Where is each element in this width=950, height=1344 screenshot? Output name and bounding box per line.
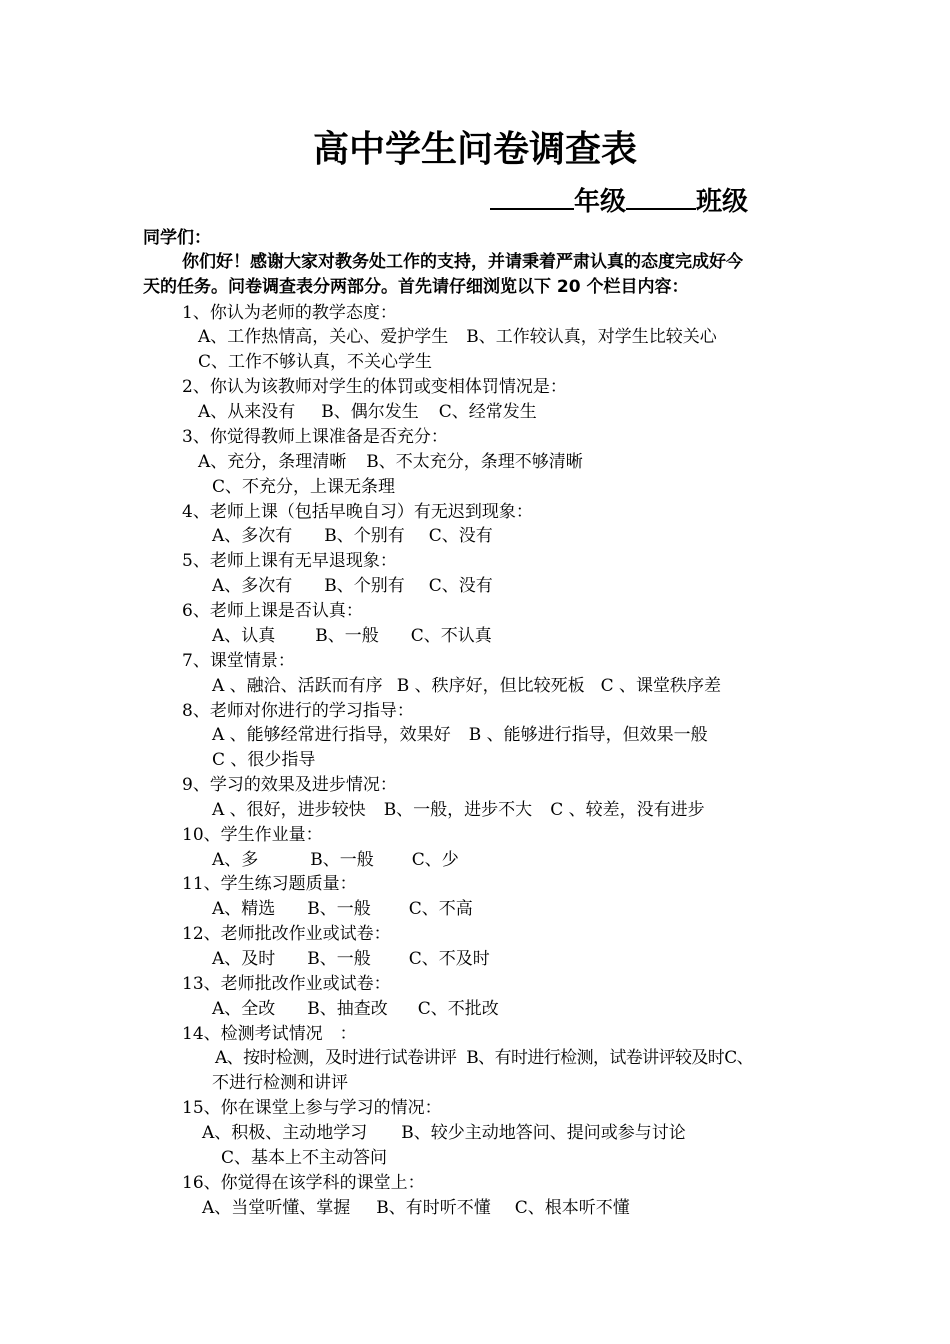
option-b[interactable]: B、较少主动地答问、提问或参与讨论: [401, 1123, 686, 1143]
option-a[interactable]: A、多次有: [212, 576, 293, 596]
question-13: 13、老师批改作业或试卷：: [182, 974, 391, 994]
grade-class-line: [490, 182, 748, 220]
option-b[interactable]: B、一般: [307, 949, 371, 969]
option-b[interactable]: B、个别有: [324, 576, 405, 596]
option-c[interactable]: C、经常发生: [438, 402, 537, 422]
grade-blank[interactable]: [490, 182, 574, 210]
option-b[interactable]: B、一般: [315, 626, 379, 646]
question-8: 8、老师对你进行的学习指导：: [182, 701, 414, 721]
question-10: 10、学生作业量：: [182, 825, 323, 845]
option-b[interactable]: B、工作较认真，对学生比较关心: [466, 327, 717, 347]
options-10: [212, 848, 459, 873]
option-c[interactable]: C、没有: [428, 526, 493, 546]
question-15: 15、你在课堂上参与学习的情况：: [182, 1098, 442, 1118]
question-11: 11、学生练习题质量：: [182, 874, 357, 894]
options-1-row-2: [198, 350, 432, 375]
question-3: 3、你觉得教师上课准备是否充分：: [182, 427, 448, 447]
option-c[interactable]: C、不充分，上课无条理: [212, 477, 396, 497]
option-c[interactable]: C、: [724, 1048, 753, 1068]
intro-line-2: 天的任务。问卷调查表分两部分。首先请仔细浏览以下 20 个栏目内容：: [143, 277, 689, 297]
options-8-row-1: [212, 723, 708, 748]
option-a[interactable]: A、充分，条理清晰: [198, 452, 347, 472]
question-4: 4、老师上课（包括早晚自习）有无迟到现象：: [182, 502, 533, 522]
option-c[interactable]: C、不及时: [408, 949, 490, 969]
option-b[interactable]: B 、能够进行指导，但效果一般: [468, 725, 708, 745]
option-a[interactable]: A、从来没有: [198, 402, 296, 422]
option-a[interactable]: A 、融洽、活跃而有序: [212, 676, 383, 696]
option-a[interactable]: A、认真: [212, 626, 276, 646]
options-9: [212, 798, 705, 823]
option-c[interactable]: C 、课堂秩序差: [600, 676, 722, 696]
options-8-row-2: [212, 748, 315, 773]
option-c[interactable]: C、少: [411, 850, 459, 870]
option-c[interactable]: C、没有: [428, 576, 493, 596]
option-c[interactable]: C 、较差，没有进步: [550, 800, 705, 820]
options-3-row-2: [212, 475, 395, 500]
option-b[interactable]: B 、秩序好，但比较死板: [396, 676, 585, 696]
option-a[interactable]: A、当堂听懂、掌握: [202, 1198, 351, 1218]
option-a[interactable]: A、及时: [212, 949, 276, 969]
options-4: [212, 524, 493, 549]
grade-label: 年级: [574, 187, 627, 217]
question-16: 16、你觉得在该学科的课堂上：: [182, 1173, 425, 1193]
option-a[interactable]: A、多次有: [212, 526, 293, 546]
option-a[interactable]: A、精选: [212, 899, 276, 919]
option-a[interactable]: A、积极、主动地学习: [202, 1123, 368, 1143]
options-15-row-2: [221, 1146, 387, 1171]
option-b[interactable]: B、有时进行检测，试卷讲评较及时: [466, 1048, 725, 1068]
option-c[interactable]: C、不认真: [410, 626, 492, 646]
options-3-row-1: [198, 450, 583, 475]
option-a[interactable]: A、多: [212, 850, 259, 870]
options-1-row-1: [198, 325, 717, 350]
class-blank[interactable]: [626, 182, 696, 210]
option-c[interactable]: C 、很少指导: [212, 750, 316, 770]
option-b[interactable]: B、有时听不懂: [376, 1198, 491, 1218]
option-c[interactable]: C、工作不够认真，不关心学生: [198, 352, 433, 372]
document-title: 高中学生问卷调查表: [312, 129, 637, 170]
option-c[interactable]: C、基本上不主动答问: [221, 1148, 388, 1168]
option-b[interactable]: B、抽查改: [307, 999, 388, 1019]
options-14-row-1: [215, 1046, 753, 1071]
question-9: 9、学习的效果及进步情况：: [182, 775, 397, 795]
option-b[interactable]: B、一般，进步不大: [383, 800, 533, 820]
option-c[interactable]: C、根本听不懂: [514, 1198, 630, 1218]
option-a[interactable]: A、全改: [212, 999, 276, 1019]
options-15-row-1: [202, 1121, 686, 1146]
option-b[interactable]: B、偶尔发生: [321, 402, 419, 422]
options-2: [198, 400, 537, 425]
option-c[interactable]: C、不高: [408, 899, 473, 919]
option-b[interactable]: B、不太充分，条理不够清晰: [366, 452, 583, 472]
options-5: [212, 574, 493, 599]
option-c[interactable]: C、不批改: [417, 999, 499, 1019]
question-12: 12、老师批改作业或试卷：: [182, 924, 391, 944]
options-14-row-2: [212, 1071, 348, 1096]
options-7: [212, 674, 721, 699]
question-5: 5、老师上课有无早退现象：: [182, 551, 397, 571]
options-16: [202, 1196, 630, 1221]
question-14: 14、检测考试情况 ：: [182, 1024, 357, 1044]
option-b[interactable]: B、个别有: [324, 526, 405, 546]
option-b[interactable]: B、一般: [307, 899, 371, 919]
question-2: 2、你认为该教师对学生的体罚或变相体罚情况是：: [182, 377, 567, 397]
question-6: 6、老师上课是否认真：: [182, 601, 363, 621]
options-12: [212, 947, 490, 972]
option-a[interactable]: A 、能够经常进行指导，效果好: [212, 725, 451, 745]
options-13: [212, 997, 499, 1022]
options-6: [212, 624, 492, 649]
intro-line-1: 你们好！感谢大家对教务处工作的支持，并请秉着严肃认真的态度完成好今: [182, 252, 743, 272]
option-b[interactable]: B、一般: [310, 850, 374, 870]
options-11: [212, 897, 473, 922]
option-a[interactable]: A 、很好，进步较快: [212, 800, 366, 820]
option-c-continued[interactable]: 不进行检测和讲评: [212, 1073, 348, 1093]
class-label: 班级: [696, 187, 749, 217]
question-7: 7、课堂情景：: [182, 651, 295, 671]
greeting: 同学们：: [143, 228, 211, 248]
question-1: 1、你认为老师的教学态度：: [182, 303, 397, 323]
option-a[interactable]: A、按时检测，及时进行试卷讲评: [215, 1048, 457, 1068]
option-a[interactable]: A、工作热情高，关心、爱护学生: [198, 327, 449, 347]
